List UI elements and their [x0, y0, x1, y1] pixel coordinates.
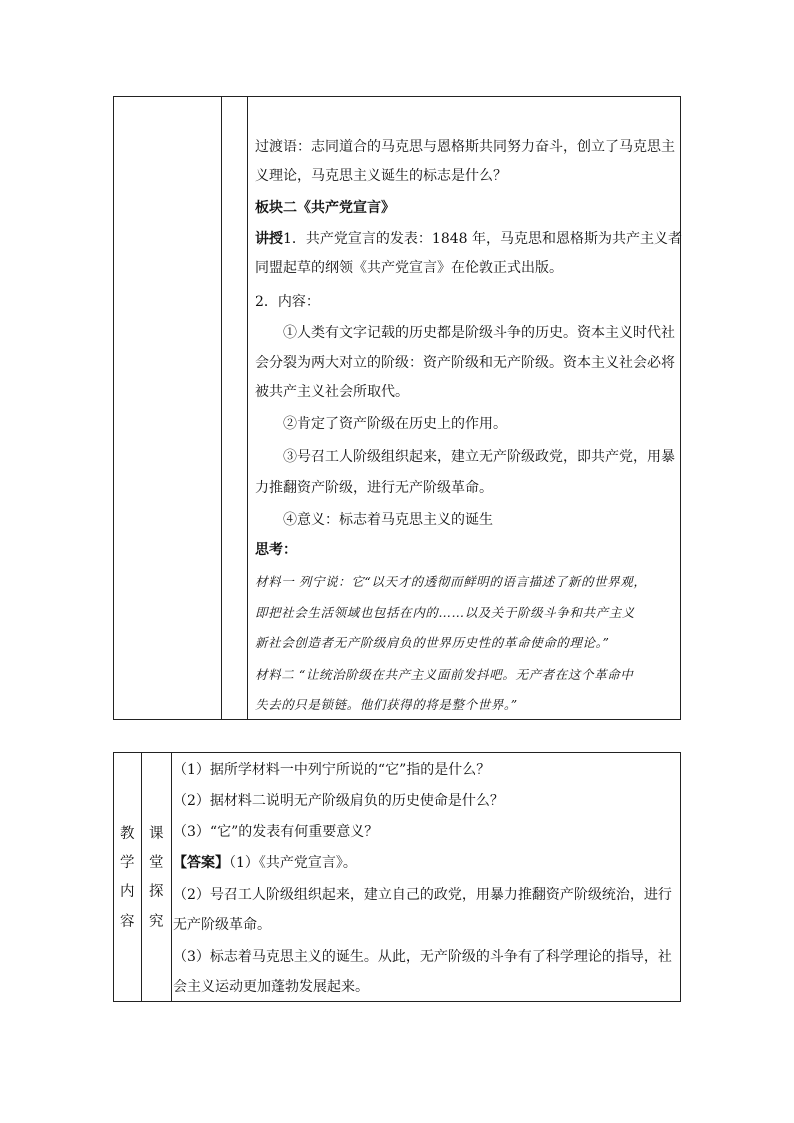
question-1: （1）据所学材料一中列宁所说的“它”指的是什么？: [173, 762, 491, 778]
column-divider-2: [247, 97, 248, 719]
section-title: 板块二《共产党宣言》: [255, 200, 395, 216]
answer-1: （1）《共产党宣言》。: [229, 855, 357, 871]
lower-table: [113, 752, 681, 1002]
col2-char-2: 堂: [149, 855, 164, 871]
point3-line-1: ③号召工人阶级组织起来，建立无产阶级政党，即共产党，用暴: [283, 449, 675, 465]
lecture-line-2: 同盟起草的纲领《共产党宣言》在伦敦正式出版。: [255, 260, 563, 276]
col1-char-3: 内: [120, 884, 135, 900]
answer-label: 【答案】: [173, 855, 229, 871]
point2: ②肯定了资产阶级在历史上的作用。: [283, 416, 507, 432]
material1-line-2: 即把社会生活领域也包括在内的……以及关于阶级斗争和共产主义: [255, 605, 635, 620]
lecture-text: 1．共产党宣言的发表：1848 年，马克思和恩格斯为共产主义者: [283, 231, 682, 247]
answer-line-1: [173, 855, 357, 871]
column-divider-1: [221, 97, 222, 719]
point3-line-2: 力推翻资产阶级，进行无产阶级革命。: [255, 480, 493, 496]
upper-table: [113, 96, 681, 720]
lecture-label: 讲授: [255, 231, 283, 247]
answer-3-line-2: 会主义运动更加蓬勃发展起来。: [173, 979, 369, 995]
answer-3-line-1: （3）标志着马克思主义的诞生。从此，无产阶级的斗争有了科学理论的指导，社: [173, 949, 672, 965]
transition-line-1: 过渡语：志同道合的马克思与恩格斯共同努力奋斗，创立了马克思主: [255, 139, 675, 155]
point1-line-3: 被共产主义社会所取代。: [255, 384, 409, 400]
col2-char-4: 究: [149, 914, 164, 930]
material2-line-1: 材料二 “让统治阶级在共产主义面前发抖吧。无产者在这个革命中: [255, 667, 634, 682]
point1-line-1: ①人类有文字记载的历史都是阶级斗争的历史。资本主义时代社: [283, 325, 675, 341]
material1-line-1: 材料一 列宁说：它“以天才的透彻而鲜明的语言描述了新的世界观，: [255, 574, 647, 589]
col2-char-1: 课: [149, 826, 164, 842]
col1-char-4: 容: [120, 914, 135, 930]
question-3: （3）“它”的发表有何重要意义？: [173, 824, 379, 840]
lecture-line-1: [255, 231, 682, 247]
point1-line-2: 会分裂为两大对立的阶级：资产阶级和无产阶级。资本主义社会必将: [255, 355, 675, 371]
material1-line-3: 新社会创造者无产阶级肩负的世界历史性的革命使命的理论。”: [255, 635, 610, 650]
answer-2-line-1: （2）号召工人阶级组织起来，建立自己的政党，用暴力推翻资产阶级统治，进行: [173, 887, 672, 903]
point4: ④意义：标志着马克思主义的诞生: [283, 512, 493, 528]
column-divider-1: [141, 753, 142, 1001]
col1-char-1: 教: [120, 826, 135, 842]
think-label: 思考：: [255, 542, 297, 558]
col1-char-2: 学: [120, 855, 135, 871]
material2-line-2: 失去的只是锁链。他们获得的将是整个世界。”: [255, 697, 518, 712]
col2-char-3: 探: [149, 884, 164, 900]
column-divider-2: [171, 753, 172, 1001]
content-heading: 2．内容：: [255, 294, 320, 310]
question-2: （2）据材料二说明无产阶级肩负的历史使命是什么？: [173, 793, 504, 809]
answer-2-line-2: 无产阶级革命。: [173, 917, 271, 933]
transition-line-2: 义理论，马克思主义诞生的标志是什么？: [255, 168, 507, 184]
